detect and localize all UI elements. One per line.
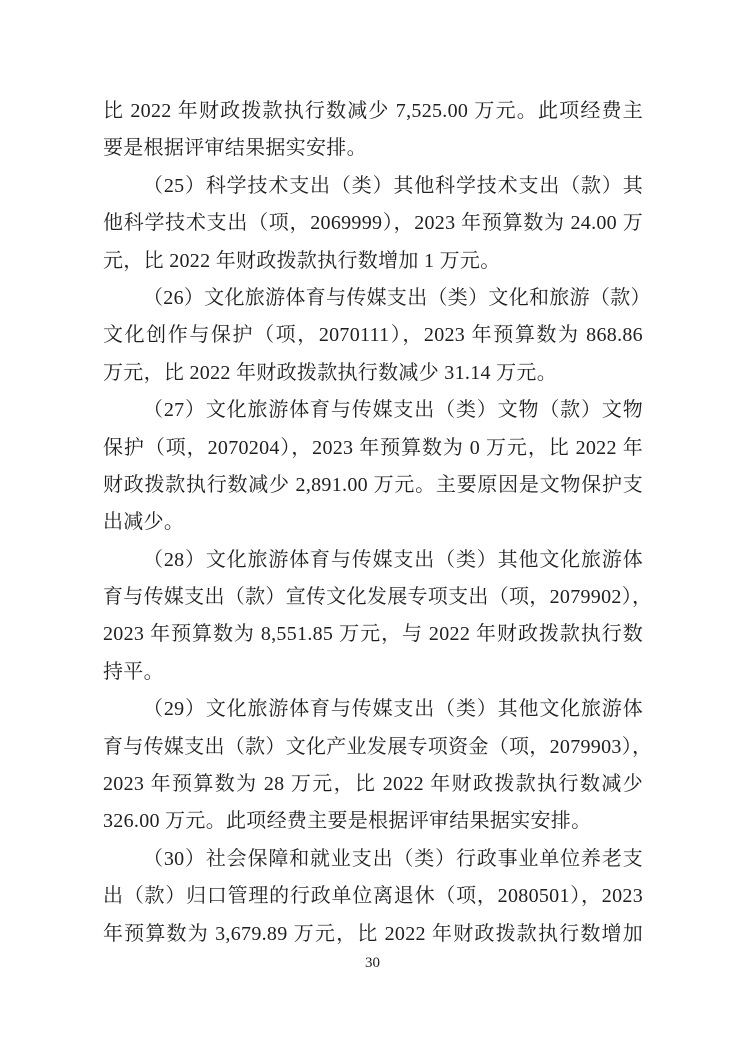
text-line: 他科学技术支出（项，2069999），2023 年预算数为 24.00 万 [103, 212, 643, 235]
page-number: 30 [365, 955, 380, 971]
text-line: 出（款）归口管理的行政单位离退休（项，2080501），2023 [103, 885, 643, 908]
text-line: （28）文化旅游体育与传媒支出（类）其他文化旅游体 [143, 548, 643, 571]
text-line: 育与传媒支出（款）宣传文化发展专项支出（项，2079902）， [103, 586, 653, 609]
text-line: 比 2022 年财政拨款执行数减少 7,525.00 万元。此项经费主 [103, 100, 643, 122]
text-line: 财政拨款执行数减少 2,891.00 万元。主要原因是文物保护支 [103, 473, 643, 496]
text-line: 要是根据评审结果据实安排。 [103, 137, 367, 160]
text-line: 元，比 2022 年财政拨款执行数增加 1 万元。 [103, 249, 501, 272]
text-line: 2023 年预算数为 28 万元，比 2022 年财政拨款执行数减少 [103, 773, 643, 796]
para-26 [103, 280, 651, 392]
para-28 [103, 542, 653, 692]
text-line: 持平。 [103, 660, 164, 683]
text-line: 2023 年预算数为 8,551.85 万元，与 2022 年财政拨款执行数 [103, 623, 643, 646]
text-line: 文化创作与保护（项，2070111），2023 年预算数为 868.86 [103, 324, 643, 347]
text-line: 万元，比 2022 年财政拨款执行数减少 31.14 万元。 [103, 361, 557, 384]
para-29 [103, 691, 653, 841]
para-27 [103, 392, 643, 542]
text-line: （29）文化旅游体育与传媒支出（类）其他文化旅游体 [143, 698, 643, 721]
text-line: 年预算数为 3,679.89 万元，比 2022 年财政拨款执行数增加 [103, 922, 643, 945]
document-body [103, 93, 653, 953]
para-25 [103, 168, 643, 280]
text-line: （25）科学技术支出（类）其他科学技术支出（款）其 [143, 174, 643, 197]
text-line: （26）文化旅游体育与传媒支出（类）文化和旅游（款） [143, 286, 651, 309]
para-30 [103, 841, 643, 953]
text-line: 育与传媒支出（款）文化产业发展专项资金（项，2079903）， [103, 735, 653, 758]
page-footer [0, 953, 745, 973]
text-line: （30）社会保障和就业支出（类）行政事业单位养老支 [143, 847, 643, 870]
text-line: 326.00 万元。此项经费主要是根据评审结果据实安排。 [103, 810, 592, 833]
text-line: 出减少。 [103, 511, 185, 534]
text-line: （27）文化旅游体育与传媒支出（类）文物（款）文物 [143, 399, 643, 422]
text-line: 保护（项，2070204），2023 年预算数为 0 万元，比 2022 年 [103, 436, 643, 459]
para-24-continuation [103, 93, 643, 168]
